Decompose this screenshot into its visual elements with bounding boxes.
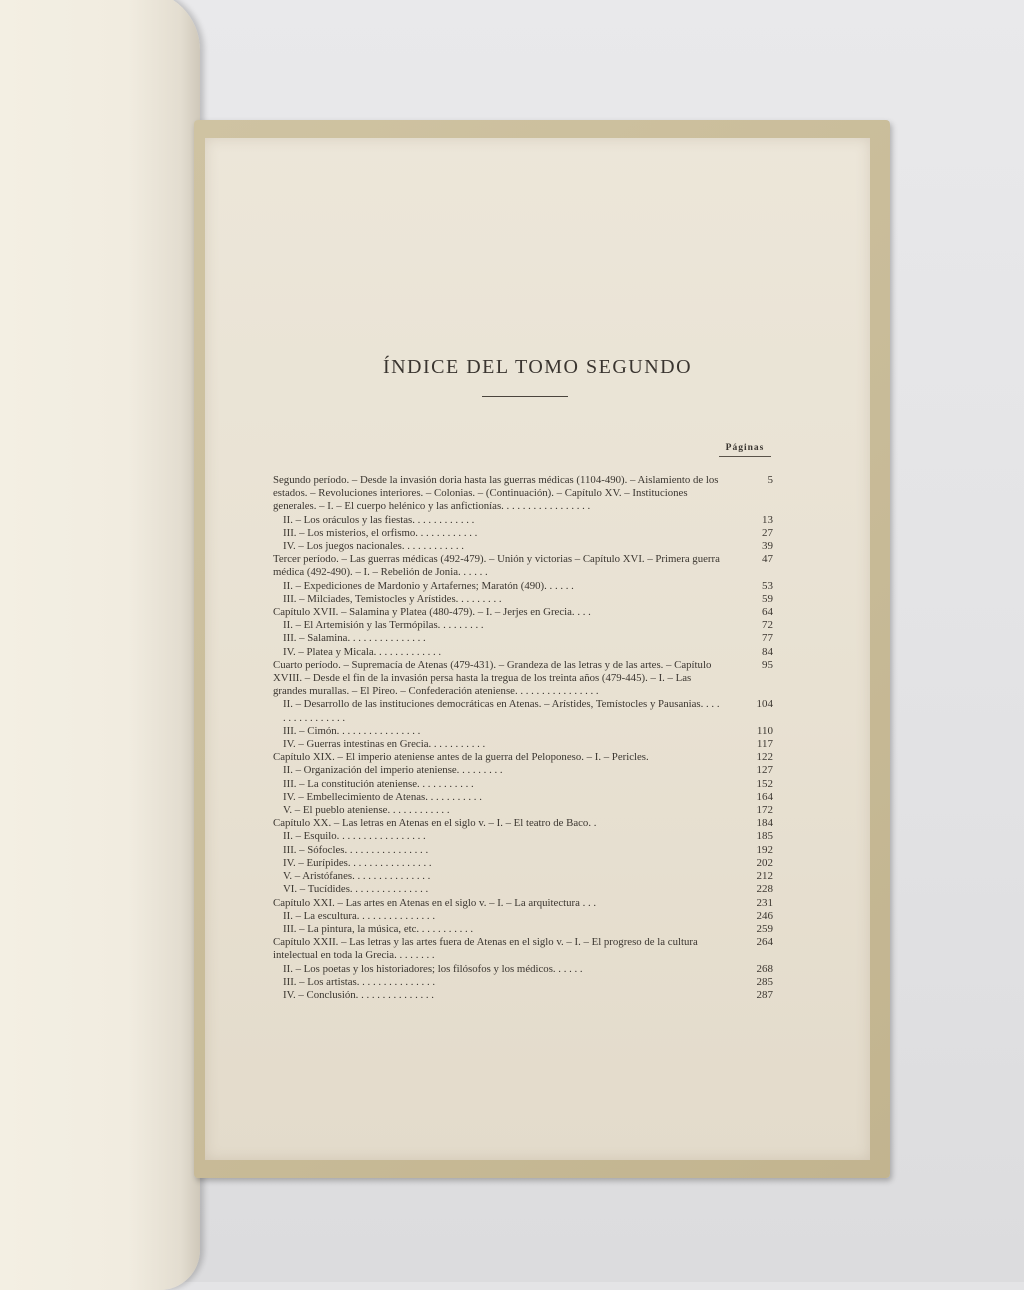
toc-entry (273, 791, 773, 804)
toc-entry-page: 47 (762, 553, 773, 566)
toc-entry-text: IV. – Embellecimiento de Atenas. . . . . . . . . . . (283, 790, 482, 803)
toc-entry-text: Cuarto período. – Supremacía de Atenas (479-431). – Grandeza de las letras y de las artes. – Capítulo XVIII. – Desde el fin de la invasión persa hasta la tregua de los treinta años (479-445). – I. – Las grandes murallas. – El Pireo. – Confederación ateniense. . . . . . . . . . . . . . . . (273, 658, 712, 698)
toc-entry-page: 285 (756, 975, 773, 988)
toc-entry-page: 152 (756, 777, 773, 790)
toc-entry-text: II. – Organización del imperio ateniense. . . . . . . . . (283, 764, 503, 777)
toc-entry-page: 231 (756, 896, 773, 909)
toc-entry-text: III. – La pintura, la música, etc. . . . . . . . . . . (283, 922, 474, 935)
toc-entry (273, 580, 773, 593)
toc-entry-text: II. – La escultura. . . . . . . . . . . . . . . (283, 909, 436, 922)
toc-entry-text: III. – Cimón. . . . . . . . . . . . . . . . (283, 724, 421, 737)
toc-entry-page: 84 (762, 645, 773, 658)
title-rule (482, 396, 568, 397)
toc-entry-text: Capítulo XVII. – Salamina y Platea (480-479). – I. – Jerjes en Grecia. . . . (273, 606, 591, 619)
toc-entry-page: 212 (756, 870, 773, 883)
toc-entry (273, 804, 773, 817)
toc-entry (273, 976, 773, 989)
toc-entry-text: Capítulo XX. – Las letras en Atenas en el siglo v. – I. – El teatro de Baco. . (273, 817, 597, 830)
toc-entry (273, 844, 773, 857)
toc-entry-page: 287 (756, 988, 773, 1001)
toc-entry-page: 64 (762, 606, 773, 619)
toc-entry-text: III. – Los artistas. . . . . . . . . . . . . . . (283, 975, 436, 988)
toc-entry (273, 764, 773, 777)
toc-entry (273, 923, 773, 936)
toc-entry-text: III. – Salamina. . . . . . . . . . . . . . . (283, 632, 426, 645)
toc-entry-text: Tercer período. – Las guerras médicas (492-479). – Unión y victorias – Capítulo XVI. – Primera guerra médica (492-490). – I. – Rebelión de Jonia. . . . . . (273, 553, 720, 579)
pages-column-label: Páginas (719, 443, 771, 457)
toc-entry (273, 632, 773, 645)
toc-entry-text: III. – Los misterios, el orfismo. . . . . . . . . . . . (283, 526, 478, 539)
toc-entry-text: IV. – Platea y Micala. . . . . . . . . . . . . (283, 645, 442, 658)
toc-entry (273, 474, 773, 514)
toc-entry-page: 5 (767, 474, 773, 486)
toc-entry-text: IV. – Eurípides. . . . . . . . . . . . . . . . (283, 856, 432, 869)
toc-entry (273, 870, 773, 883)
toc-entry (273, 897, 773, 910)
toc-entry-page: 122 (756, 751, 773, 764)
toc-entry (273, 514, 773, 527)
toc-entry-text: II. – Los oráculos y las fiestas. . . . . . . . . . . . (283, 513, 475, 526)
toc-entry-page: 264 (756, 936, 773, 949)
toc-entry-text: IV. – Conclusión. . . . . . . . . . . . . . . (283, 988, 434, 1001)
toc-entry-page: 228 (756, 883, 773, 896)
toc-entry-page: 127 (756, 764, 773, 777)
toc-entry (273, 725, 773, 738)
toc-entry-text: V. – El pueblo ateniense. . . . . . . . . . . . (283, 804, 450, 817)
toc-entry-page: 172 (756, 804, 773, 817)
toc-entry-text: IV. – Los juegos nacionales. . . . . . . . . . . . (283, 540, 464, 553)
toc-entry-page: 268 (756, 962, 773, 975)
toc-entry (273, 963, 773, 976)
toc-entry-page: 27 (762, 526, 773, 539)
toc-entry-text: II. – Desarrollo de las instituciones democráticas en Atenas. – Arístides, Temístocles y Pausanias. . . . . . . . . . . . . . . . (283, 698, 720, 724)
toc-entry-page: 39 (762, 540, 773, 553)
toc-entry-text: III. – La constitución ateniense. . . . . . . . . . . (283, 777, 474, 790)
toc-entry-text: Capítulo XXII. – Las letras y las artes fuera de Atenas en el siglo v. – I. – El progreso de la cultura intelectual en toda la Grecia. . . . . . . . (273, 936, 698, 962)
left-page (0, 0, 200, 1290)
toc-entry (273, 817, 773, 830)
toc-entry-page: 13 (762, 513, 773, 526)
toc-entry-page: 95 (762, 658, 773, 671)
toc-entry (273, 540, 773, 553)
toc-entry (273, 606, 773, 619)
toc-entry-text: Capítulo XIX. – El imperio ateniense antes de la guerra del Peloponeso. – I. – Pericles. (273, 751, 649, 764)
toc-entry (273, 619, 773, 632)
toc-entry-text: V. – Aristófanes. . . . . . . . . . . . . . . (283, 870, 431, 883)
toc-entry-page: 246 (756, 909, 773, 922)
table-of-contents (273, 474, 773, 1002)
right-page (205, 138, 870, 1160)
toc-entry (273, 936, 773, 962)
toc-entry-page: 184 (756, 817, 773, 830)
toc-entry (273, 659, 773, 699)
toc-entry-page: 185 (756, 830, 773, 843)
toc-entry-text: III. – Milciades, Temistocles y Arístides. . . . . . . . . (283, 592, 502, 605)
toc-entry-page: 72 (762, 619, 773, 632)
toc-entry-text: II. – Expediciones de Mardonio y Artafernes; Maratón (490). . . . . . (283, 579, 574, 592)
page-title: ÍNDICE DEL TOMO SEGUNDO (382, 356, 693, 378)
toc-entry-page: 104 (756, 698, 773, 711)
toc-entry-text: II. – El Artemisión y las Termópilas. . . . . . . . . (283, 619, 484, 632)
toc-entry-page: 77 (762, 632, 773, 645)
toc-entry-page: 53 (762, 579, 773, 592)
toc-entry-text: IV. – Guerras intestinas en Grecia. . . . . . . . . . . (283, 738, 486, 751)
toc-entry (273, 646, 773, 659)
toc-entry-text: Segundo período. – Desde la invasión doria hasta las guerras médicas (1104-490). – Aislamiento de los estados. – Revoluciones interiores. – Colonias. – (Continuación). – Capítulo XV. – Instituciones generales. – I. – El cuerpo helénico y las anfictionías. . . . . . . . . . . . . . . . . (273, 474, 719, 513)
toc-entry-text: III. – Sófocles. . . . . . . . . . . . . . . . (283, 843, 429, 856)
toc-entry (273, 989, 773, 1002)
toc-entry-page: 202 (756, 856, 773, 869)
toc-entry (273, 527, 773, 540)
toc-entry (273, 738, 773, 751)
toc-entry (273, 830, 773, 843)
toc-entry-text: II. – Los poetas y los historiadores; los filósofos y los médicos. . . . . . (283, 962, 583, 975)
toc-entry-page: 259 (756, 922, 773, 935)
toc-entry-page: 164 (756, 790, 773, 803)
toc-entry (273, 751, 773, 764)
toc-entry-page: 59 (762, 592, 773, 605)
toc-entry (273, 593, 773, 606)
toc-entry (273, 910, 773, 923)
toc-entry (273, 883, 773, 896)
toc-entry-text: II. – Esquilo. . . . . . . . . . . . . . . . . (283, 830, 426, 843)
toc-entry (273, 698, 773, 724)
toc-entry-page: 117 (756, 738, 773, 751)
toc-entry (273, 857, 773, 870)
toc-entry (273, 778, 773, 791)
toc-entry-page: 192 (756, 843, 773, 856)
toc-entry-text: Capítulo XXI. – Las artes en Atenas en el siglo v. – I. – La arquitectura . . . (273, 896, 597, 909)
toc-entry (273, 553, 773, 579)
toc-entry-text: VI. – Tucídides. . . . . . . . . . . . . . . (283, 883, 429, 896)
toc-entry-page: 110 (756, 724, 773, 737)
